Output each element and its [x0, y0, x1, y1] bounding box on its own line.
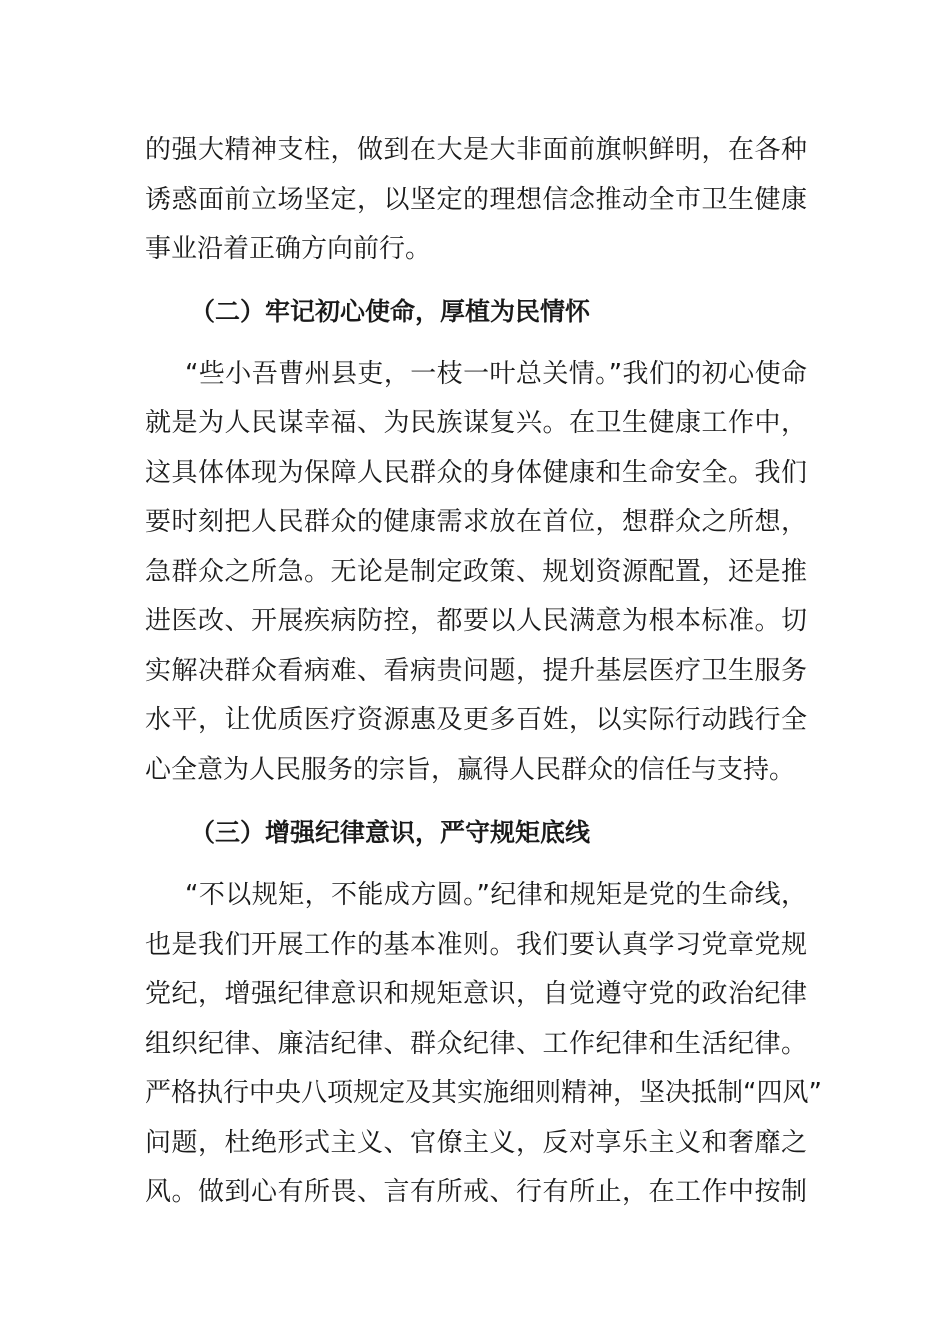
paragraph-line: 党纪，增强纪律意识和规矩意识，自觉遵守党的政治纪律 [145, 979, 807, 1009]
paragraph-line: 进医改、开展疾病防控，都要以人民满意为根本标准。切 [145, 606, 807, 636]
paragraph-line: 这具体体现为保障人民群众的身体健康和生命安全。我们 [145, 458, 807, 488]
paragraph-line: 问题，杜绝形式主义、官僚主义，反对享乐主义和奢靡之 [145, 1128, 807, 1158]
paragraph-line: 也是我们开展工作的基本准则。我们要认真学习党章党规 [145, 930, 807, 960]
paragraph-line: “些小吾曹州县吏，一枝一叶总关情。”我们的初心使命 [185, 359, 807, 389]
paragraph-line: 的强大精神支柱，做到在大是大非面前旗帜鲜明，在各种 [145, 135, 807, 165]
paragraph-line: 就是为人民谋幸福、为民族谋复兴。在卫生健康工作中， [145, 408, 807, 438]
paragraph-line: 严格执行中央八项规定及其实施细则精神，坚决抵制“四风” [145, 1078, 822, 1108]
paragraph-line: 实解决群众看病难、看病贵问题，提升基层医疗卫生服务 [145, 656, 807, 686]
paragraph-line: 急群众之所急。无论是制定政策、规划资源配置，还是推 [145, 557, 807, 587]
paragraph-line: 风。做到心有所畏、言有所戒、行有所止，在工作中按制 [145, 1177, 807, 1207]
section-heading-2: （二）牢记初心使命，厚植为民情怀 [190, 297, 591, 326]
paragraph-line: 心全意为人民服务的宗旨，赢得人民群众的信任与支持。 [145, 755, 796, 785]
section-heading-3: （三）增强纪律意识，严守规矩底线 [190, 818, 591, 847]
paragraph-line: 事业沿着正确方向前行。 [145, 234, 432, 264]
paragraph-line: 水平，让优质医疗资源惠及更多百姓，以实际行动践行全 [145, 705, 807, 735]
paragraph-line: 诱惑面前立场坚定，以坚定的理想信念推动全市卫生健康 [145, 185, 807, 215]
paragraph-line: 要时刻把人民群众的健康需求放在首位，想群众之所想， [145, 507, 807, 537]
paragraph-line: 组织纪律、廉洁纪律、群众纪律、工作纪律和生活纪律。 [145, 1029, 807, 1059]
paragraph-line: “不以规矩，不能成方圆。”纪律和规矩是党的生命线， [185, 880, 807, 910]
